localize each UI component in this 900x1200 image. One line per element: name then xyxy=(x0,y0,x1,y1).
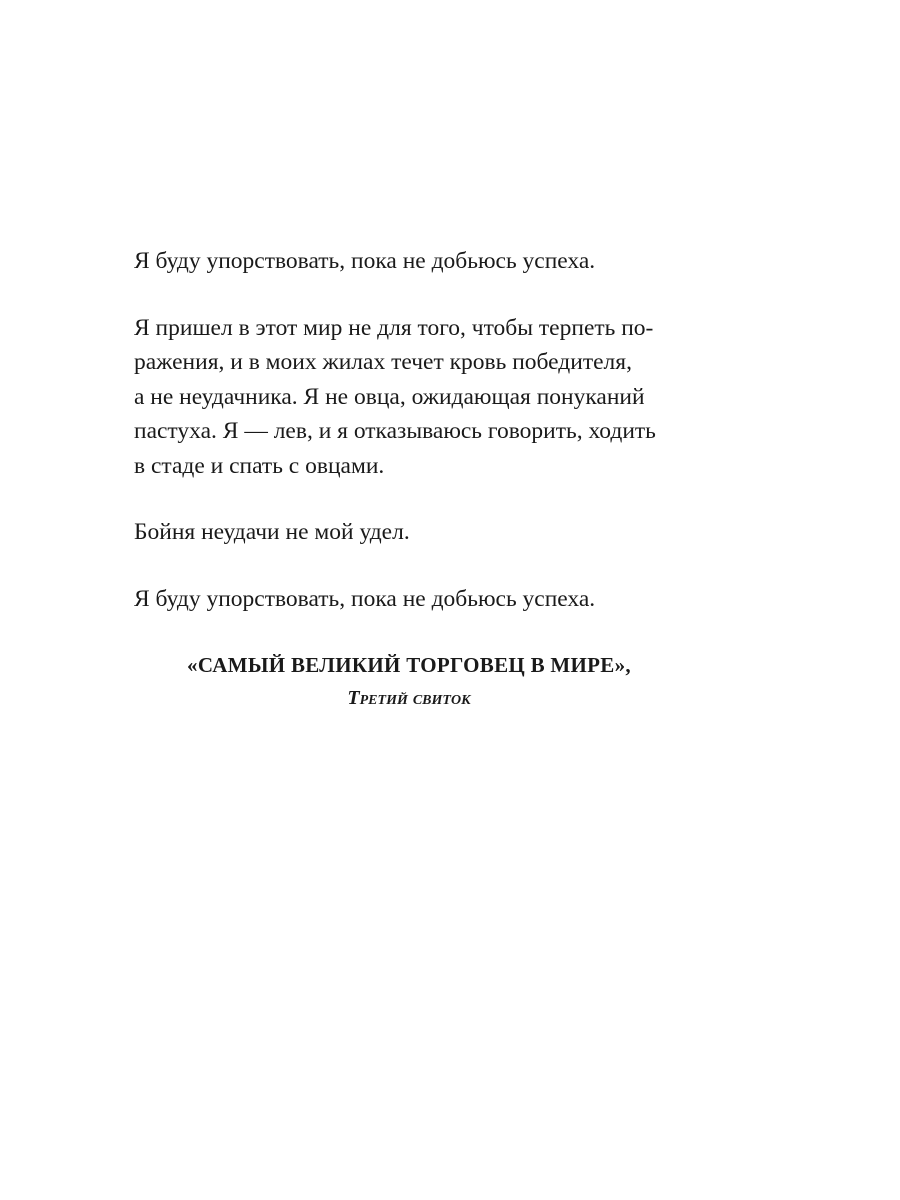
body-text xyxy=(134,244,774,648)
attribution xyxy=(0,648,818,714)
paragraph-1 xyxy=(134,244,774,279)
paragraph-line: пастуха. Я — лев, и я отказываюсь говорить, ходить xyxy=(134,418,656,444)
paragraph-line: Я пришел в этот мир не для того, чтобы терпеть по- xyxy=(134,314,654,341)
paragraph-line: Я буду упорствовать, пока не добьюсь успеха. xyxy=(134,585,596,612)
paragraph-line: Я буду упорствовать, пока не добьюсь успеха. xyxy=(134,248,596,274)
paragraph-2 xyxy=(134,311,774,484)
paragraph-line: в стаде и спать с овцами. xyxy=(134,452,385,479)
attribution-subtitle: Третий свиток xyxy=(347,687,471,709)
paragraph-line: Бойня неудачи не мой удел. xyxy=(134,519,410,545)
paragraph-3 xyxy=(134,515,774,550)
paragraph-line: а не неудачника. Я не овца, ожидающая понуканий xyxy=(134,383,645,410)
paragraph-4 xyxy=(134,582,774,617)
paragraph-line: ражения, и в моих жилах течет кровь победителя, xyxy=(134,349,632,375)
attribution-title: «САМЫЙ ВЕЛИКИЙ ТОРГОВЕЦ В МИРЕ», xyxy=(187,653,631,677)
